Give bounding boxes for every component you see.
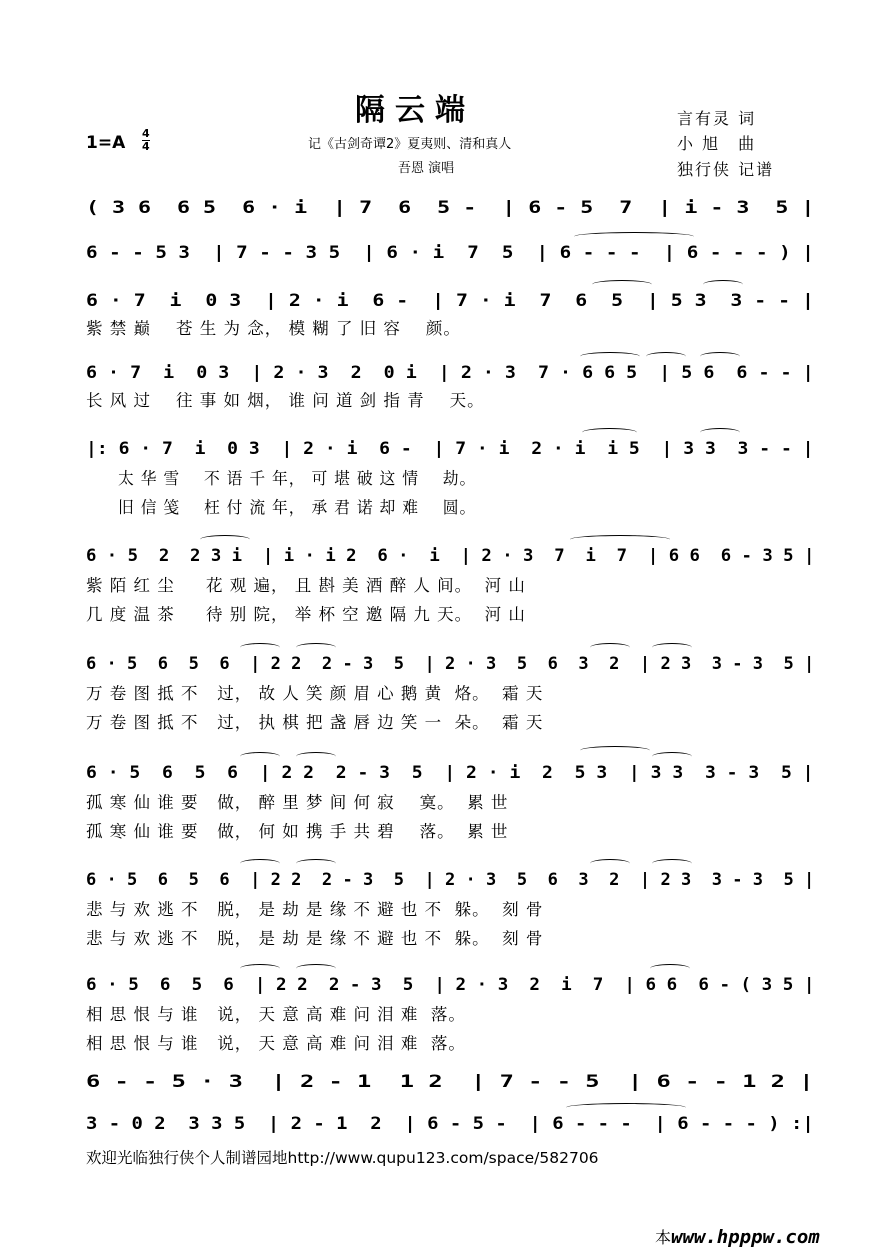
tie-mark xyxy=(582,428,637,437)
time-top: 4 xyxy=(142,127,150,140)
tie-mark xyxy=(652,752,692,761)
song-title: 隔云端 xyxy=(355,93,475,128)
tie-mark xyxy=(580,352,640,361)
tie-mark xyxy=(703,280,743,289)
tie-mark xyxy=(580,746,650,755)
tie-mark xyxy=(200,535,250,544)
score-line-intro-1: ( 3 6 6 5 6 · i | 7 6 5 - | 6 - 5 7 | i - 3 5 | xyxy=(86,197,815,217)
lyric-line-6b: 孤 寒 仙 谁 要 做， 何 如 携 手 共 碧 落。 累 世 xyxy=(86,822,509,841)
score-line-repeat-1: |: 6 · 7 i 0 3 | 2 · i 6 - | 7 · i 2 · i i 5 | 3 3 3 - - | xyxy=(86,438,814,458)
lyric-line-5a: 万 卷 图 抵 不 过， 故 人 笑 颜 眉 心 鹅 黄 烙。 霜 天 xyxy=(86,684,544,703)
score-line-verse-2: 6 · 7 i 0 3 | 2 · 3 2 0 i | 2 · 3 7 · 6 6 5 | 5 6 6 - - | xyxy=(86,362,814,382)
watermark-url: www.hpppw.com xyxy=(671,1226,820,1248)
tie-mark xyxy=(652,859,692,868)
score-line-outro-2: 3 - 0 2 3 3 5 | 2 - 1 2 | 6 - 5 - | 6 - - - | 6 - - - ) :| xyxy=(86,1113,814,1133)
tie-mark xyxy=(590,859,630,868)
tie-mark xyxy=(700,428,740,437)
tie-mark xyxy=(590,643,630,652)
time-signature xyxy=(142,128,150,153)
lyric-line-3a: 太 华 雪 不 语 千 年， 可 堪 破 这 情 劫。 xyxy=(118,469,477,488)
composer-credit: 小 旭 曲 xyxy=(677,134,757,153)
tie-mark xyxy=(592,280,652,289)
score-line-chorus-5: 6 · 5 6 5 6 | 2 2 2 - 3 5 | 2 · 3 2 i 7 | 6 6 6 - ( 3 5 | xyxy=(86,974,815,994)
lyric-line-8a: 相 思 恨 与 谁 说， 天 意 高 难 问 泪 难 落。 xyxy=(86,1005,466,1024)
tie-mark xyxy=(240,859,280,868)
tie-mark xyxy=(570,535,670,544)
footer-note: 欢迎光临独行侠个人制谱园地http://www.qupu123.com/space/582706 xyxy=(86,1149,599,1167)
lyric-line-6a: 孤 寒 仙 谁 要 做， 醉 里 梦 间 何 寂 寞。 累 世 xyxy=(86,793,509,812)
score-line-chorus-1: 6 · 5 2 2 3 i | i · i 2 6 · i | 2 · 3 7 i 7 | 6 6 6 - 3 5 | xyxy=(86,545,815,565)
score-line-verse-1: 6 · 7 i 0 3 | 2 · i 6 - | 7 · i 7 6 5 | 5 3 3 - - | xyxy=(86,290,814,310)
score-line-outro-1: 6 - - 5 · 3 | 2 - 1 1 2 | 7 - - 5 | 6 - - 1 2 | xyxy=(86,1071,814,1091)
score-line-chorus-2: 6 · 5 6 5 6 | 2 2 2 - 3 5 | 2 · 3 5 6 3 2 | 2 3 3 - 3 5 | xyxy=(86,653,815,673)
tie-mark xyxy=(296,964,336,973)
lyricist-credit: 言有灵 词 xyxy=(677,109,757,128)
time-bottom: 4 xyxy=(142,140,150,153)
lyric-line-1: 紫 禁 巅 苍 生 为 念， 模 糊 了 旧 容 颜。 xyxy=(86,319,461,338)
tie-mark xyxy=(240,643,280,652)
tie-mark xyxy=(646,352,686,361)
tie-mark xyxy=(566,1103,686,1112)
lyric-line-5b: 万 卷 图 抵 不 过， 执 棋 把 盏 唇 边 笑 一 朵。 霜 天 xyxy=(86,713,544,732)
lyric-line-4b: 几 度 温 茶 待 别 院， 举 杯 空 邀 隔 九 天。 河 山 xyxy=(86,605,526,624)
lyric-line-4a: 紫 陌 红 尘 花 观 遍， 且 斟 美 酒 醉 人 间。 河 山 xyxy=(86,576,526,595)
tie-mark xyxy=(240,964,280,973)
tie-mark xyxy=(296,752,336,761)
subtitle: 记《古剑奇谭2》夏夷则、清和真人 xyxy=(308,137,512,152)
tie-mark xyxy=(296,859,336,868)
tie-mark xyxy=(652,643,692,652)
score-line-chorus-4: 6 · 5 6 5 6 | 2 2 2 - 3 5 | 2 · 3 5 6 3 2 | 2 3 3 - 3 5 | xyxy=(86,869,815,889)
lyric-line-7b: 悲 与 欢 逃 不 脱， 是 劫 是 缘 不 避 也 不 躲。 刻 骨 xyxy=(86,929,544,948)
transcriber-credit: 独行侠 记谱 xyxy=(677,160,775,179)
lyric-line-7a: 悲 与 欢 逃 不 脱， 是 劫 是 缘 不 避 也 不 躲。 刻 骨 xyxy=(86,900,544,919)
lyric-line-8b: 相 思 恨 与 谁 说， 天 意 高 难 问 泪 难 落。 xyxy=(86,1034,466,1053)
lyric-line-3b: 旧 信 笺 枉 付 流 年， 承 君 诺 却 难 圆。 xyxy=(118,498,477,517)
tie-mark xyxy=(296,643,336,652)
singer: 吾恩 演唱 xyxy=(398,161,455,176)
tie-mark xyxy=(574,232,694,241)
tie-mark xyxy=(700,352,740,361)
score-line-chorus-3: 6 · 5 6 5 6 | 2 2 2 - 3 5 | 2 · i 2 5 3 | 3 3 3 - 3 5 | xyxy=(86,762,814,782)
lyric-line-2: 长 风 过 往 事 如 烟， 谁 问 道 剑 指 青 天。 xyxy=(86,391,485,410)
watermark-prefix: 本 xyxy=(655,1228,672,1247)
score-line-intro-2: 6 - - 5 3 | 7 - - 3 5 | 6 · i 7 5 | 6 - - - | 6 - - - ) | xyxy=(86,242,814,262)
tie-mark xyxy=(240,752,280,761)
key-signature: 1=A xyxy=(86,133,126,153)
tie-mark xyxy=(650,964,690,973)
watermark xyxy=(655,1225,820,1248)
